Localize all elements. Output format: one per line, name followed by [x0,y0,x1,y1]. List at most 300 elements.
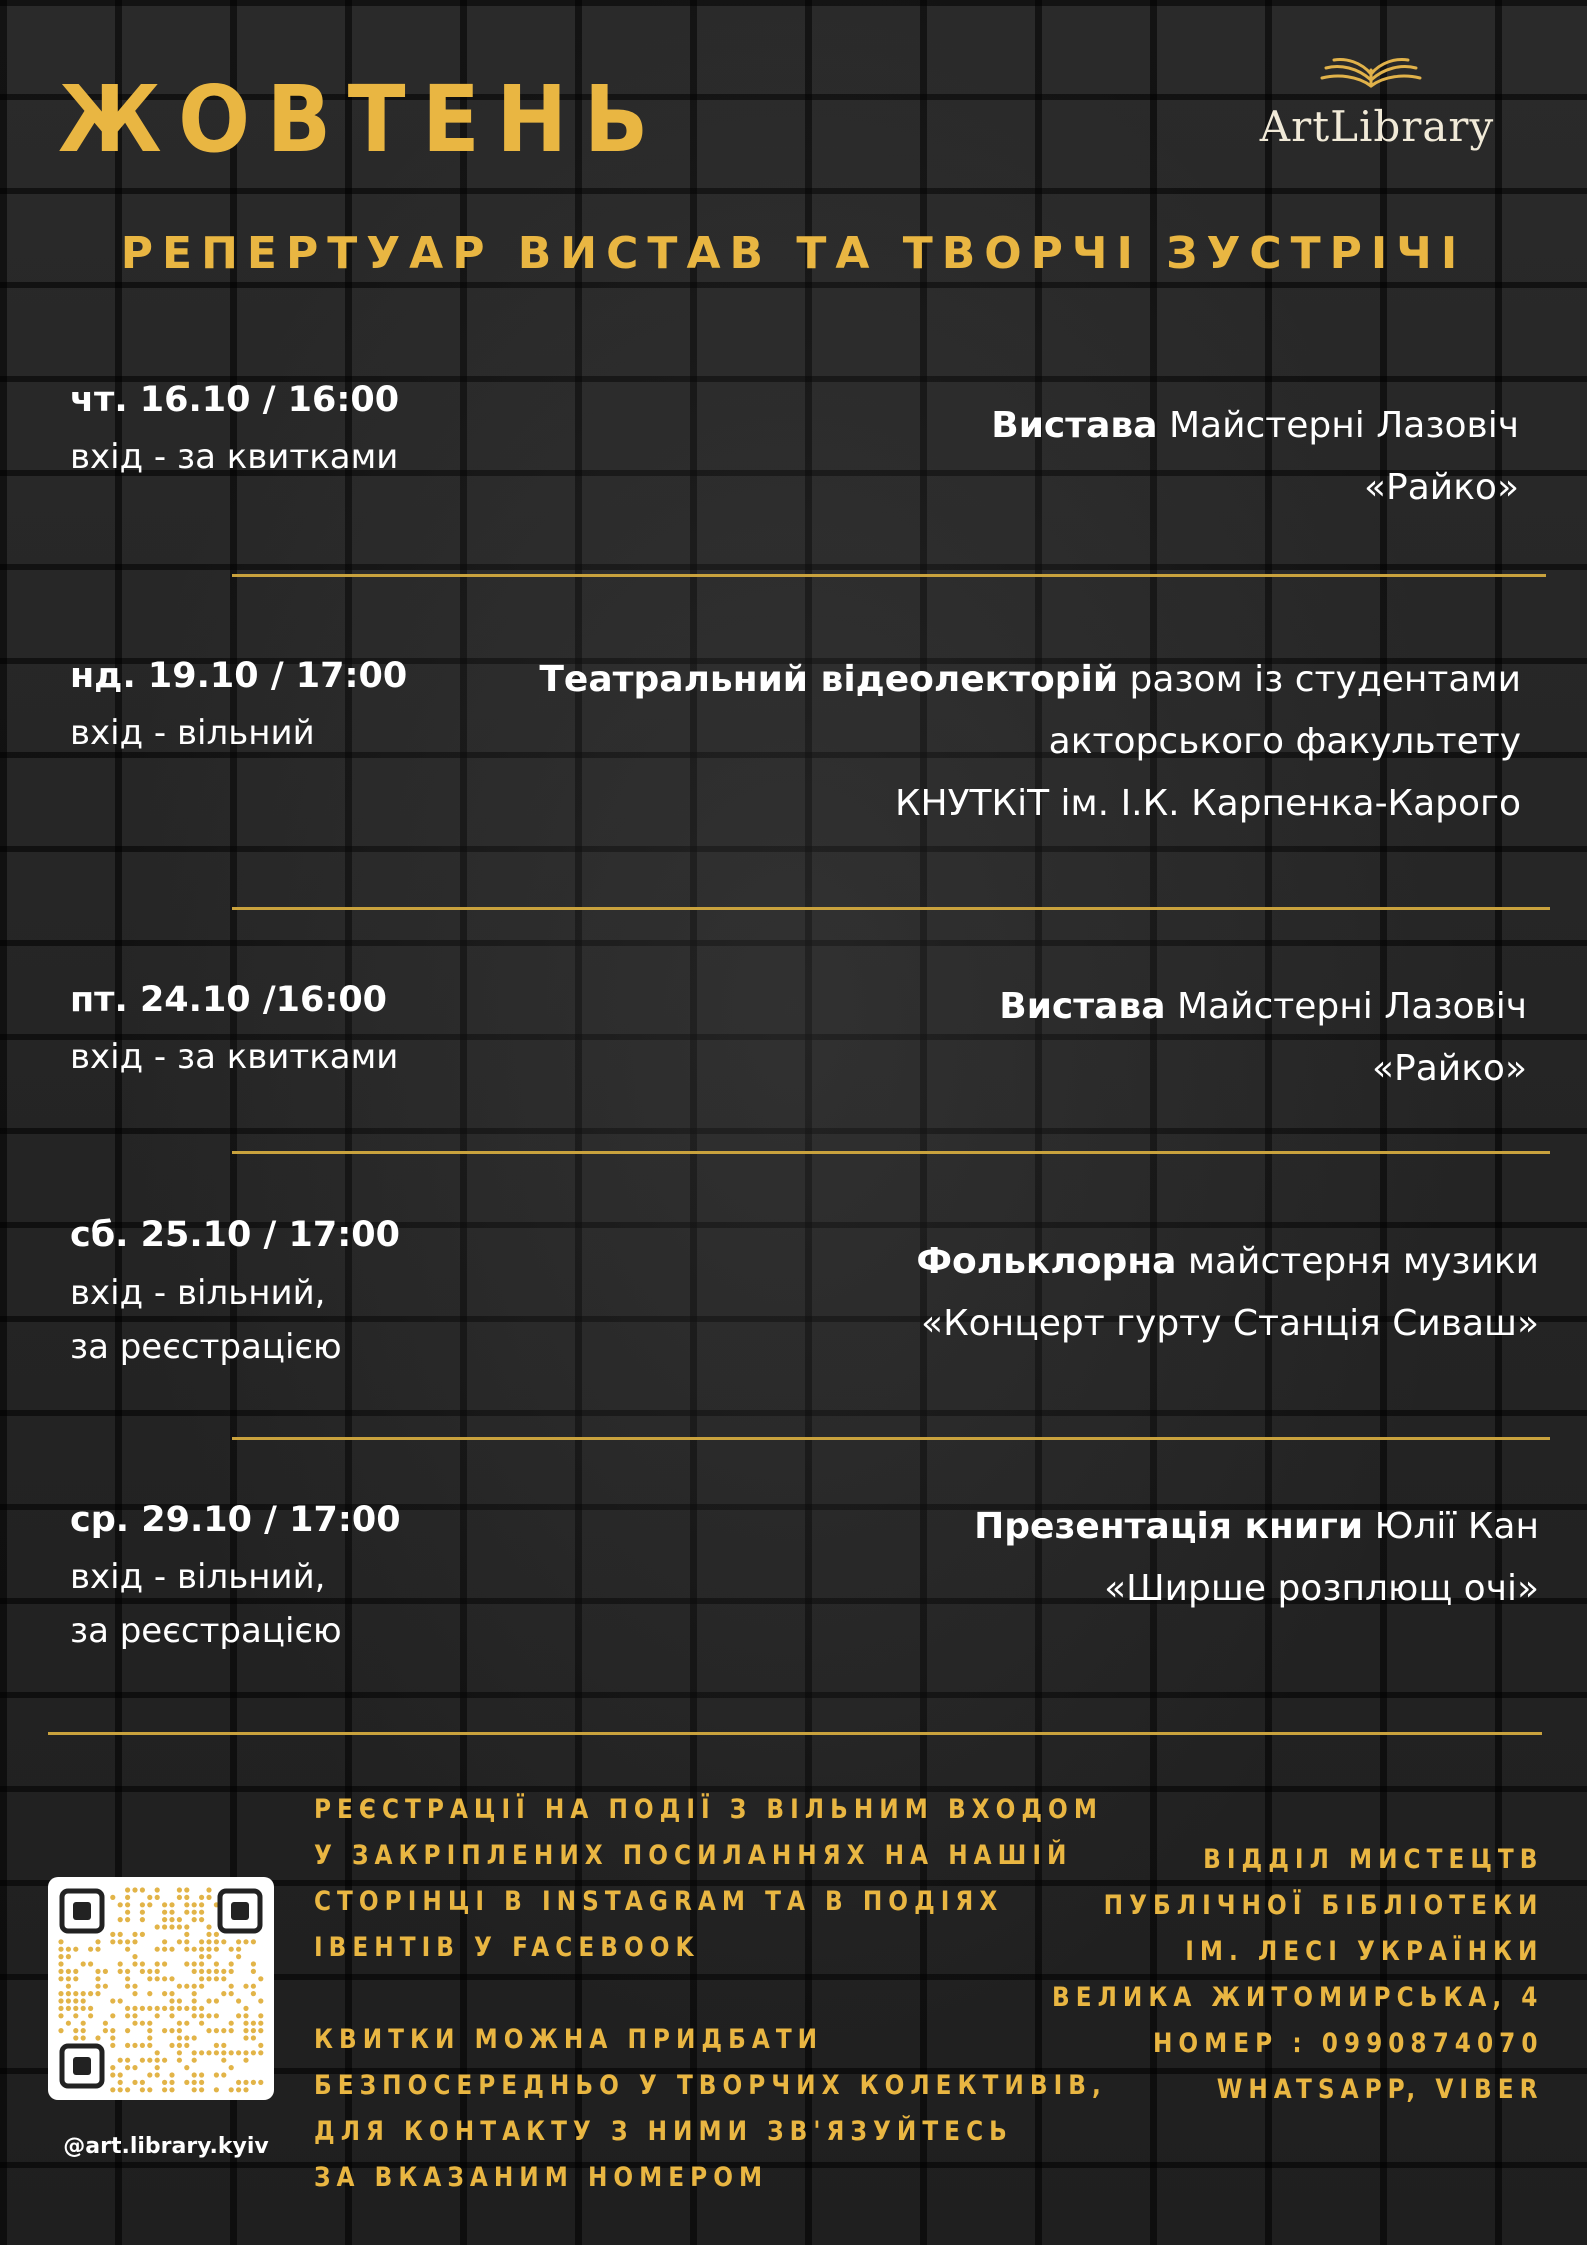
qr-dot [162,2028,167,2033]
qr-dot [199,2006,204,2011]
qr-dot [184,2006,189,2011]
event-entry [70,1266,342,1374]
qr-dot [162,2080,167,2085]
qr-dot [229,1961,234,1966]
qr-dot [199,1895,204,1900]
qr-dot [125,2065,130,2070]
qr-dot [229,2065,234,2070]
info-line: У ЗАКРІПЛЕНИХ ПОСИЛАННЯХ НА НАШІЙ [314,1840,1073,1871]
qr-dot [214,2013,219,2018]
qr-dot [169,1924,174,1929]
qr-dot [192,1947,197,1952]
qr-dot [169,2080,174,2085]
qr-dot [125,2043,130,2048]
event-entry-line: вхід - вільний, [70,1557,326,1597]
qr-dot [206,1976,211,1981]
event-title-line [999,976,1527,1038]
qr-dot [73,1991,78,1996]
qr-dot [140,2058,145,2063]
qr-dot [192,1998,197,2003]
qr-dot [73,2006,78,2011]
info-line: ДЛЯ КОНТАКТУ З НИМИ ЗВ'ЯЗУЙТЕСЬ [314,2116,1013,2147]
qr-dot [58,1991,63,1996]
qr-dot [147,2006,152,2011]
event-entry-line: вхід - вільний [70,713,315,753]
event-entry-line: за реєстрацією [70,1611,342,1651]
qr-dot [81,2028,86,2033]
qr-dot [184,1961,189,1966]
qr-dot [206,2028,211,2033]
qr-dot [243,2050,248,2055]
qr-dot [184,1910,189,1915]
qr-dot [214,2087,219,2092]
event-title-bold: Вистава [991,405,1158,446]
qr-dot [177,1895,182,1900]
qr-dot [221,1991,226,1996]
qr-dot [236,2050,241,2055]
qr-dot [66,1984,71,1989]
qr-dot [162,1947,167,1952]
qr-dot [177,1924,182,1929]
qr-dot [110,1939,115,1944]
qr-dot [251,2028,256,2033]
qr-dot [229,1947,234,1952]
qr-dot [214,2028,219,2033]
qr-dot [177,2058,182,2063]
qr-dot [199,2072,204,2077]
qr-dot [206,1939,211,1944]
qr-dot [66,1991,71,1996]
qr-dot [125,1917,130,1922]
qr-dot [140,1902,145,1907]
qr-dot [258,2050,263,2055]
qr-dot [214,1947,219,1952]
event-date: пт. 24.10 /16:00 [70,980,388,1020]
qr-dot [169,2072,174,2077]
qr-dot [169,2028,174,2033]
qr-dot [184,1902,189,1907]
qr-dot [184,2035,189,2040]
qr-dot [243,2087,248,2092]
qr-dot [110,2065,115,2070]
event-date: нд. 19.10 / 17:00 [70,656,408,696]
qr-dot [73,2013,78,2018]
qr-dot [140,1887,145,1892]
qr-dot [162,2058,167,2063]
qr-dot [169,1910,174,1915]
qr-dot [236,1947,241,1952]
qr-dot [147,1976,152,1981]
qr-dot [118,1961,123,1966]
qr-dot [206,1969,211,1974]
qr-dot [258,2028,263,2033]
qr-dot [192,2035,197,2040]
info-line: БЕЗПОСЕРЕДНЬО У ТВОРЧИХ КОЛЕКТИВІВ, [314,2070,1107,2101]
qr-dot [199,1954,204,1959]
qr-dot [229,2050,234,2055]
qr-dot [236,1998,241,2003]
qr-dot [192,2006,197,2011]
qr-dot [236,2080,241,2085]
event-date: сб. 25.10 / 17:00 [70,1215,400,1255]
logo [1212,56,1542,160]
qr-dot [184,2021,189,2026]
qr-dot [125,1902,130,1907]
qr-dot [73,2028,78,2033]
qr-dot [251,1961,256,1966]
event-entry-line: вхід - за квитками [70,437,399,477]
qr-dot [110,1932,115,1937]
qr-dot [214,2050,219,2055]
qr-dot [199,1947,204,1952]
qr-dot [169,2087,174,2092]
qr-dot [140,1969,145,1974]
qr-dot [258,1976,263,1981]
info-line: ВЕЛИКА ЖИТОМИРСЬКА, 4 [1051,1982,1543,2013]
qr-dot [243,2013,248,2018]
qr-dot [155,2072,160,2077]
qr-dot [132,2006,137,2011]
qr-dot [58,1998,63,2003]
qr-dot [199,2013,204,2018]
instagram-handle[interactable]: @art.library.kyiv [63,2134,269,2159]
qr-dot [110,1895,115,1900]
qr-dot [177,2043,182,2048]
qr-dot [132,2013,137,2018]
qr-dot [147,2035,152,2040]
qr-dot [169,1947,174,1952]
qr-dot [243,1984,248,1989]
qr-dot [251,1991,256,1996]
event-title-line [539,649,1521,711]
qr-dot [177,2050,182,2055]
qr-dot [169,1902,174,1907]
qr-dot [169,2006,174,2011]
event-date: ср. 29.10 / 17:00 [70,1500,401,1540]
qr-dot [132,1991,137,1996]
event-entry-line: вхід - вільний, [70,1273,326,1313]
qr-dot [155,1947,160,1952]
qr-dot [125,2006,130,2011]
qr-dot [132,1984,137,1989]
qr-dot [155,1924,160,1929]
qr-dot [206,1924,211,1929]
event-description [539,649,1521,835]
qr-dot [199,2021,204,2026]
qr-dot [58,1969,63,1974]
qr-dot [118,1917,123,1922]
qr-dot [192,1961,197,1966]
qr-dot [177,2021,182,2026]
qr-dot [110,2028,115,2033]
qr-dot [214,1961,219,1966]
event-entry [70,1030,398,1084]
qr-dot [184,2065,189,2070]
qr-dot [118,2072,123,2077]
qr-dot [229,1984,234,1989]
qr-dot [184,1939,189,1944]
qr-dot [147,1969,152,1974]
qr-dot [155,1887,160,1892]
event-description [991,395,1519,519]
qr-dot [132,2080,137,2085]
qr-dot [214,1939,219,1944]
open-book-icon [1316,56,1426,96]
event-description [916,1231,1539,1355]
qr-dot [73,1969,78,1974]
qr-dot [147,1902,152,1907]
info-line: WHATSAPP, VIBER [1216,2074,1543,2105]
qr-dot [103,1969,108,1974]
event-title-line [974,1496,1539,1558]
qr-dot [169,1976,174,1981]
qr-dot [243,2028,248,2033]
event-line: «Райко» [1364,467,1519,508]
qr-dot [147,2087,152,2092]
qr-dot [258,2043,263,2048]
qr-dot [88,2006,93,2011]
qr-dot [162,1910,167,1915]
qr-dot [243,1939,248,1944]
qr-dot [132,2043,137,2048]
qr-dot [147,2021,152,2026]
qr-dot [125,1976,130,1981]
qr-dot [169,1917,174,1922]
qr-dot [125,2087,130,2092]
qr-dot [162,1917,167,1922]
qr-dot [192,1991,197,1996]
qr-dot [140,2087,145,2092]
qr-dot [258,1998,263,2003]
qr-dot [88,1991,93,1996]
registration-info [314,1787,1107,2201]
qr-dot [155,2050,160,2055]
qr-dot [251,1969,256,1974]
qr-dot [147,2043,152,2048]
divider [232,1437,1550,1440]
event-title-rest: Майстерні Лазовіч [1157,405,1519,446]
qr-dot [155,2006,160,2011]
qr-dot [184,2043,189,2048]
qr-dot [132,2021,137,2026]
qr-dot [169,1998,174,2003]
qr-dot [58,1961,63,1966]
qr-dot [177,1998,182,2003]
event-description [974,1496,1539,1620]
qr-dot [125,2058,130,2063]
qr-dot [229,2028,234,2033]
qr-dot [206,1932,211,1937]
divider [232,907,1550,910]
qr-dot [199,1917,204,1922]
qr-dot [214,1932,219,1937]
qr-dot [169,2043,174,2048]
info-line: ПУБЛІЧНОЇ БІБЛІОТЕКИ [1103,1890,1543,1921]
event-title-bold: Вистава [999,986,1166,1027]
event-entry [70,1550,342,1658]
qr-dot [184,1924,189,1929]
qr-dot [177,2006,182,2011]
qr-dot [199,1984,204,1989]
month-title: ЖОВТЕНЬ [58,66,665,173]
qr-dot [206,1895,211,1900]
qr-dot [214,2072,219,2077]
qr-dot [125,1984,130,1989]
qr-dot [155,2013,160,2018]
qr-dot [206,1954,211,1959]
qr-dot [177,2028,182,2033]
qr-dot [110,2035,115,2040]
qr-dot [184,2080,189,2085]
qr-dot [236,1939,241,1944]
qr-dot [95,1976,100,1981]
qr-dot [110,2072,115,2077]
event-line: КНУТКіТ ім. І.К. Карпенка-Карого [894,783,1521,824]
qr-dot [221,1939,226,1944]
qr-dot [162,1924,167,1929]
qr-dot [118,2058,123,2063]
qr-dot [140,2043,145,2048]
qr-dot [192,1910,197,1915]
qr-dot [221,2050,226,2055]
qr-dot [162,1991,167,1996]
qr-dot [125,1895,130,1900]
qr-dot [81,2006,86,2011]
qr-dot [66,1947,71,1952]
qr-dot [118,1932,123,1937]
qr-dot [192,1917,197,1922]
qr-dot [66,1954,71,1959]
qr-dot [258,2013,263,2018]
info-line: РЕЄСТРАЦІЇ НА ПОДІЇ З ВІЛЬНИМ ВХОДОМ [314,1794,1103,1825]
qr-dot [147,2072,152,2077]
qr-dot [140,2080,145,2085]
qr-dot [103,2021,108,2026]
info-line: НОМЕР : 0990874070 [1152,2028,1543,2059]
qr-dot [199,1939,204,1944]
qr-dot [199,1969,204,1974]
qr-dot [73,1976,78,1981]
event-title-bold: Презентація книги [974,1506,1364,1547]
qr-dot [103,1984,108,1989]
event-title-line [991,395,1519,457]
qr-dot [236,2013,241,2018]
qr-dot [125,1939,130,1944]
qr-dot [184,1947,189,1952]
qr-dot [258,2080,263,2085]
qr-dot [66,1998,71,2003]
qr-dot [81,1961,86,1966]
event-line: «Концерт гурту Станція Сиваш» [921,1303,1539,1344]
qr-dot [177,1939,182,1944]
qr-dot [251,2021,256,2026]
qr-dot [243,2058,248,2063]
qr-dot [221,2058,226,2063]
qr-dot [162,1961,167,1966]
qr-dot [140,1932,145,1937]
qr-dot [66,2021,71,2026]
qr-dot [177,1887,182,1892]
qr-dot [81,1998,86,2003]
qr-dot [132,1932,137,1937]
event-line: «Райко» [1372,1048,1527,1089]
qr-dot [251,1984,256,1989]
qr-dot [66,1969,71,1974]
qr-dot [58,1939,63,1944]
qr-dot [229,1969,234,1974]
qr-dot [73,1947,78,1952]
qr-dot [162,1976,167,1981]
qr-dot [118,1969,123,1974]
qr-dot [258,2021,263,2026]
qr-dot [147,2028,152,2033]
qr-dot [229,1991,234,1996]
info-line: СТОРІНЦІ В INSTAGRAM ТА В ПОДІЯХ [314,1886,1004,1917]
qr-dot [229,2021,234,2026]
qr-dot [251,2035,256,2040]
qr-dot [214,1998,219,2003]
event-title-line [916,1231,1539,1293]
event-title-rest: Майстерні Лазовіч [1165,986,1527,1027]
qr-dot [58,2028,63,2033]
qr-dot [162,2006,167,2011]
qr-dot [214,1976,219,1981]
qr-dot [206,1998,211,2003]
contact-info [1052,1837,1543,2113]
divider [232,574,1546,577]
qr-dot [66,1976,71,1981]
qr-dot [162,1939,167,1944]
event-description [999,976,1527,1100]
qr-dot [58,2006,63,2011]
qr-dot [125,2028,130,2033]
qr-dot [110,2013,115,2018]
qr-dot [132,1961,137,1966]
event-title-rest: Юлії Кан [1363,1506,1539,1547]
qr-dot [125,2013,130,2018]
qr-dot [132,1887,137,1892]
divider [232,1151,1550,1154]
event-entry [70,430,398,484]
qr-dot [58,1954,63,1959]
qr-dot [155,1976,160,1981]
qr-dot [81,1991,86,1996]
qr-dot [147,1895,152,1900]
qr-dot [184,1887,189,1892]
qr-dot [192,1969,197,1974]
qr-dot [192,2013,197,2018]
qr-dot [199,1910,204,1915]
logo-text: ArtLibrary [1259,102,1495,151]
qr-dot [88,1947,93,1952]
qr-dot [169,1991,174,1996]
qr-code-icon [48,1877,274,2100]
qr-dot [95,2035,100,2040]
qr-dot [155,2065,160,2070]
qr-dot [184,1932,189,1937]
qr-dot [251,2080,256,2085]
qr-dot [199,2080,204,2085]
qr-dot [162,1902,167,1907]
qr-dot [221,1969,226,1974]
qr-dot [147,2058,152,2063]
qr-code[interactable] [48,1877,274,2100]
qr-dot [199,2050,204,2055]
qr-dot [73,1998,78,2003]
qr-dot [125,1910,130,1915]
event-line: акторського факультету [1048,721,1521,762]
qr-dot [140,1917,145,1922]
